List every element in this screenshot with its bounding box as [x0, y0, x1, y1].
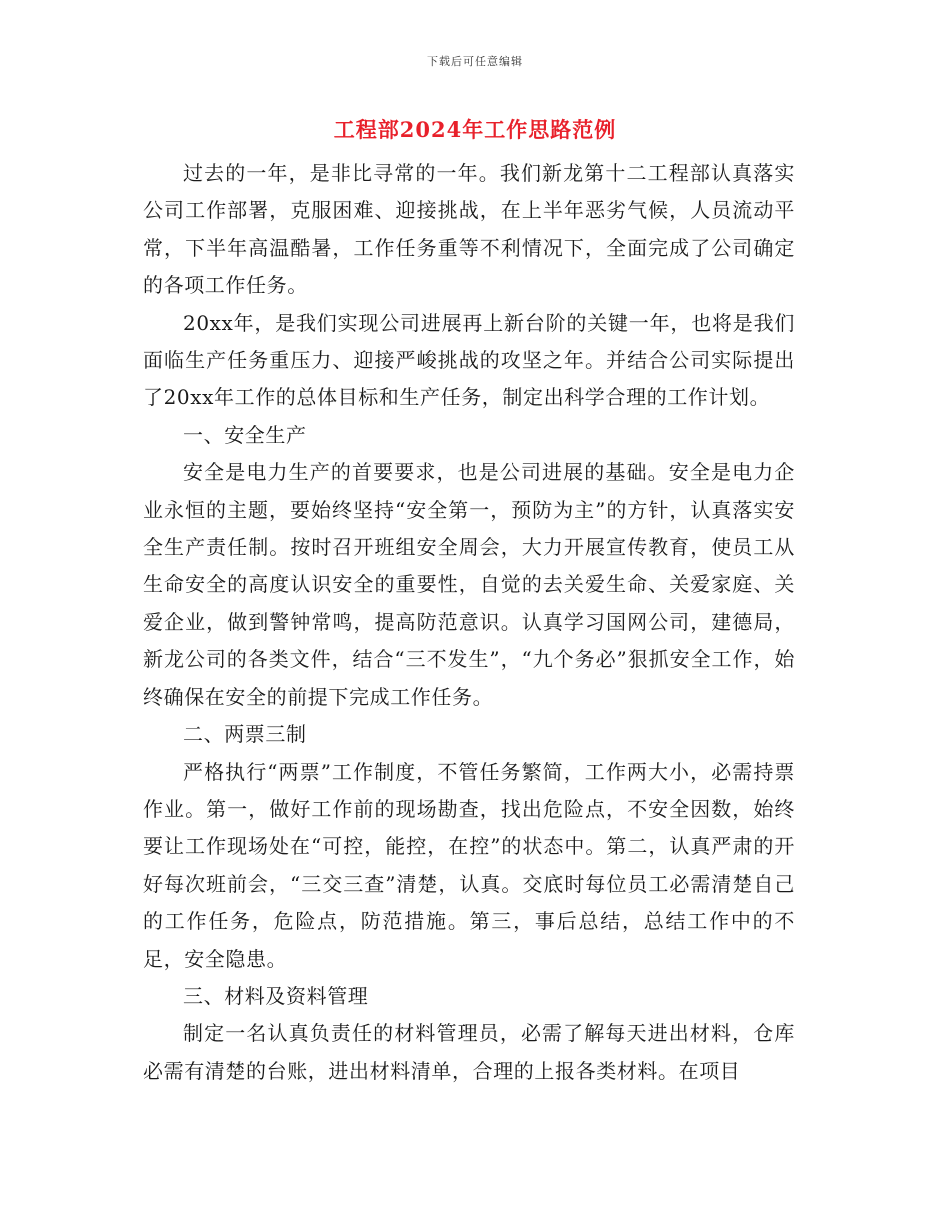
section-heading-safety: 一、安全生产	[183, 422, 307, 447]
document-body	[143, 155, 795, 1090]
paragraph-intro: 过去的一年，是非比寻常的一年。我们新龙第十二工程部认真落实公司工作部署，克服困难、迎接挑战，在上半年恶劣气候，人员流动平常，下半年高温酷暑，工作任务重等不利情况下，全面完成了公司确定的各项工作任务。	[143, 161, 795, 298]
paragraph-materials: 制定一名认真负责任的材料管理员，必需了解每天进出材料，仓库必需有清楚的台账，进出材料清单，合理的上报各类材料。在项目	[143, 1021, 795, 1083]
download-note: 下载后可任意编辑	[427, 55, 523, 68]
paragraph-safety: 安全是电力生产的首要要求，也是公司进展的基础。安全是电力企业永恒的主题，要始终坚持“安全第一，预防为主”的方针，认真落实安全生产责任制。按时召开班组安全周会，大力开展宣传教育，使员工从生命安全的高度认识安全的重要性，自觉的去关爱生命、关爱家庭、关爱企业，做到警钟常鸣，提高防范意识。认真学习国网公司，建德局，新龙公司的各类文件，结合“三不发生”，“九个务必”狠抓安全工作，始终确保在安全的前提下完成工作任务。	[143, 460, 795, 709]
paragraph-two-tickets: 严格执行“两票”工作制度，不管任务繁简，工作两大小，必需持票作业。第一，做好工作前的现场勘查，找出危险点，不安全因数，始终要让工作现场处在“可控，能控，在控”的状态中。第二，认真严肃的开好每次班前会，“三交三查”清楚，认真。交底时每位员工必需清楚自己的工作任务，危险点，防范措施。第三，事后总结，总结工作中的不足，安全隐患。	[143, 759, 795, 971]
document-title: 工程部2024年工作思路范例	[333, 117, 617, 142]
paragraph-goals: 20xx年，是我们实现公司进展再上新台阶的关键一年，也将是我们面临生产任务重压力、迎接严峻挑战的攻坚之年。并结合公司实际提出了20xx年工作的总体目标和生产任务，制定出科学合理的工作计划。	[143, 310, 795, 410]
section-heading-materials: 三、材料及资料管理	[183, 983, 369, 1008]
section-heading-two-tickets: 二、两票三制	[183, 722, 307, 747]
